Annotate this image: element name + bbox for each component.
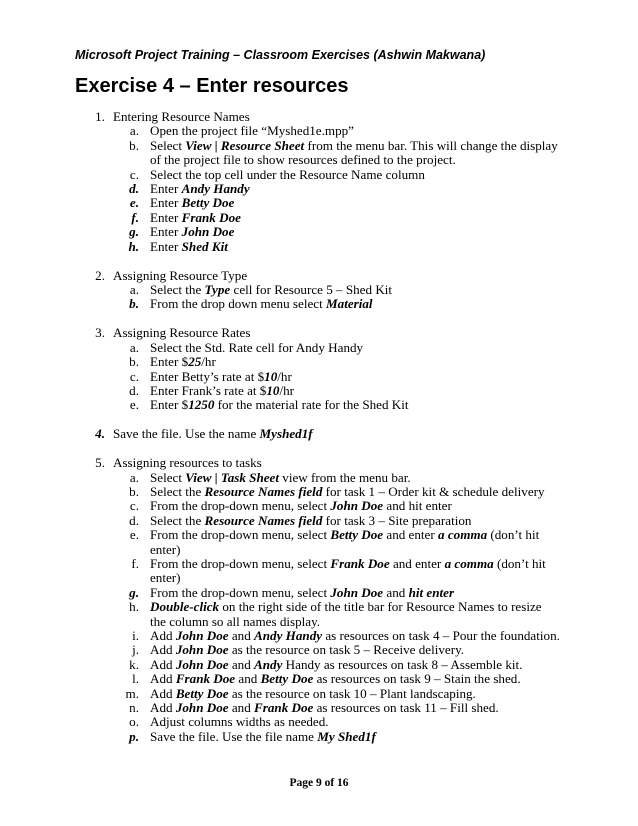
section-heading bbox=[0, 110, 638, 124]
list-letter: h. bbox=[128, 238, 139, 254]
text-run: Adjust columns widths as needed. bbox=[150, 714, 329, 730]
list-item bbox=[0, 514, 560, 528]
text-run: Handy as resources on task 8 – Assemble kit. bbox=[282, 656, 523, 672]
text-run: Double-click bbox=[150, 599, 220, 615]
text-run: Frank Doe bbox=[254, 700, 314, 716]
section-heading-text: Assigning Resource Rates bbox=[113, 325, 251, 341]
section-5 bbox=[0, 456, 638, 744]
text-run: Myshed1f bbox=[259, 426, 313, 442]
list-letter: m. bbox=[125, 685, 139, 701]
list-letter: c. bbox=[129, 498, 139, 514]
list-letter: h. bbox=[129, 599, 139, 615]
list-letter: b. bbox=[129, 296, 139, 312]
text-run: Enter $ bbox=[150, 397, 189, 413]
section-heading bbox=[0, 427, 638, 441]
list-number: 1. bbox=[95, 109, 105, 124]
text-run: John Doe bbox=[330, 584, 384, 600]
list-item bbox=[0, 225, 560, 239]
list-letter: a. bbox=[129, 469, 139, 485]
text-run: cell for Resource 5 – Shed Kit bbox=[230, 281, 393, 297]
section-heading bbox=[0, 456, 638, 470]
text-run: Frank Doe bbox=[175, 671, 236, 687]
list-item bbox=[0, 600, 560, 629]
section-heading-text: Entering Resource Names bbox=[113, 109, 250, 124]
text-run: as resources on task 11 – Fill shed. bbox=[313, 700, 499, 716]
text-run: on the right side of the title bar for Resource Names to resize the column so all names display. bbox=[150, 599, 542, 629]
document-header: Microsoft Project Training – Classroom Exercises (Ashwin Makwana) bbox=[75, 48, 486, 62]
text-run: Select the Std. Rate cell for Andy Handy bbox=[150, 339, 364, 355]
text-run: view from the menu bar. bbox=[279, 469, 411, 485]
text-run: Enter $ bbox=[150, 354, 189, 370]
list-letter: g. bbox=[129, 224, 139, 240]
list-item bbox=[0, 124, 560, 138]
text-run: Add bbox=[150, 628, 176, 643]
text-run: Add bbox=[150, 700, 176, 716]
list-letter: a. bbox=[129, 339, 139, 355]
list-item bbox=[0, 384, 560, 398]
list-item bbox=[0, 341, 560, 355]
list-letter: b. bbox=[129, 354, 139, 370]
exercise-content bbox=[0, 110, 638, 759]
text-run: Enter bbox=[150, 209, 182, 225]
list-item bbox=[0, 211, 560, 225]
exercise-title: Exercise 4 – Enter resources bbox=[75, 75, 349, 97]
text-run: John Doe bbox=[175, 700, 229, 716]
list-letter: e. bbox=[129, 195, 139, 211]
text-run: John Doe bbox=[175, 656, 229, 672]
list-item bbox=[0, 557, 560, 586]
list-letter: l. bbox=[132, 671, 139, 687]
text-run: From the drop-down menu, select bbox=[150, 584, 331, 600]
list-item bbox=[0, 471, 560, 485]
list-letter: e. bbox=[129, 397, 139, 413]
text-run: /hr bbox=[277, 368, 292, 384]
list-letter: n. bbox=[129, 700, 139, 716]
list-letter: p. bbox=[129, 728, 139, 744]
text-run: Open the project file “Myshed1e.mpp” bbox=[150, 123, 354, 139]
text-run: Select bbox=[150, 469, 186, 485]
list-letter: g. bbox=[129, 584, 139, 600]
list-number: 2. bbox=[95, 267, 105, 283]
list-item bbox=[0, 196, 560, 210]
text-run: Enter Betty’s rate at $ bbox=[150, 368, 265, 384]
text-run: and bbox=[228, 628, 255, 643]
text-run: for the material rate for the Shed Kit bbox=[214, 397, 409, 413]
section-heading-text: Assigning Resource Type bbox=[113, 267, 248, 283]
text-run: Betty Doe bbox=[260, 671, 314, 687]
text-run: Enter bbox=[150, 224, 182, 240]
list-letter: j. bbox=[132, 642, 139, 658]
list-letter: d. bbox=[129, 181, 139, 197]
text-run: Resource Names field bbox=[204, 512, 323, 528]
list-letter: b. bbox=[129, 483, 139, 499]
list-item bbox=[0, 370, 560, 384]
section-1 bbox=[0, 110, 638, 254]
text-run: John Doe bbox=[175, 642, 229, 658]
list-item bbox=[0, 643, 560, 657]
text-run: for task 1 – Order kit & schedule delivery bbox=[322, 483, 545, 499]
text-run: Betty Doe bbox=[181, 195, 235, 211]
text-run: John Doe bbox=[181, 224, 235, 240]
text-run: Select the bbox=[150, 512, 205, 528]
text-run: Andy bbox=[254, 656, 283, 672]
list-number: 3. bbox=[95, 325, 105, 341]
text-run: 1250 bbox=[188, 397, 215, 413]
list-item bbox=[0, 528, 560, 557]
list-item bbox=[0, 730, 560, 744]
text-run: and enter bbox=[389, 555, 445, 571]
text-run: My Shed1f bbox=[317, 728, 376, 744]
text-run: John Doe bbox=[330, 498, 384, 514]
text-run: View | Task Sheet bbox=[185, 469, 279, 485]
text-run: 25 bbox=[188, 354, 202, 370]
text-run: /hr bbox=[279, 382, 294, 398]
text-run: Add bbox=[150, 642, 176, 658]
list-item bbox=[0, 283, 560, 297]
text-run: Enter Frank’s rate at $ bbox=[150, 382, 267, 398]
text-run: as resources on task 9 – Stain the shed. bbox=[313, 671, 521, 687]
list-item bbox=[0, 297, 560, 311]
text-run: Save the file. Use the name bbox=[113, 426, 260, 442]
list-letter: e. bbox=[129, 527, 139, 543]
list-item bbox=[0, 701, 560, 715]
list-letter: k. bbox=[129, 656, 139, 672]
text-run: Select the top cell under the Resource Name column bbox=[150, 166, 425, 182]
text-run: as resources on task 4 – Pour the foundation. bbox=[322, 628, 560, 643]
text-run: Add bbox=[150, 656, 176, 672]
text-run: Frank Doe bbox=[181, 209, 241, 225]
section-2 bbox=[0, 269, 638, 312]
list-item bbox=[0, 629, 560, 643]
section-heading bbox=[0, 326, 638, 340]
text-run: and bbox=[235, 671, 261, 687]
text-run: a comma bbox=[444, 555, 494, 571]
list-item bbox=[0, 715, 560, 729]
text-run: Select bbox=[150, 137, 186, 153]
text-run: Resource Names field bbox=[204, 483, 323, 499]
text-run: /hr bbox=[201, 354, 216, 370]
text-run: Select the bbox=[150, 281, 205, 297]
list-number: 4. bbox=[95, 426, 105, 442]
list-letter: c. bbox=[129, 368, 139, 384]
text-run: for task 3 – Site preparation bbox=[322, 512, 472, 528]
text-run: From the drop-down menu, select bbox=[150, 498, 331, 514]
list-item bbox=[0, 182, 560, 196]
text-run: From the drop-down menu, select bbox=[150, 555, 331, 571]
list-item bbox=[0, 398, 560, 412]
list-item bbox=[0, 586, 560, 600]
text-run: and bbox=[228, 656, 255, 672]
text-run: Shed Kit bbox=[181, 238, 228, 254]
list-item bbox=[0, 658, 560, 672]
text-run: (don’t hit enter) bbox=[150, 555, 546, 586]
list-item bbox=[0, 355, 560, 369]
text-run: as the resource on task 5 – Receive delivery. bbox=[228, 642, 465, 658]
list-item bbox=[0, 672, 560, 686]
text-run: Betty Doe bbox=[175, 685, 229, 701]
list-letter: o. bbox=[129, 714, 139, 730]
text-run: as the resource on task 10 – Plant landscaping. bbox=[228, 685, 476, 701]
text-run: 10 bbox=[266, 382, 280, 398]
list-item bbox=[0, 485, 560, 499]
list-letter: i. bbox=[132, 628, 139, 643]
section-4 bbox=[0, 427, 638, 441]
text-run: From the drop down menu select bbox=[150, 296, 327, 312]
text-run: and bbox=[383, 584, 409, 600]
text-run: Enter bbox=[150, 181, 182, 197]
section-heading bbox=[0, 269, 638, 283]
text-run: Betty Doe bbox=[330, 527, 384, 543]
section-heading-text: Assigning resources to tasks bbox=[113, 455, 262, 471]
page-footer: Page 9 of 16 bbox=[289, 777, 349, 789]
list-letter: d. bbox=[129, 512, 139, 528]
text-run: and bbox=[228, 700, 255, 716]
list-letter: a. bbox=[129, 123, 139, 139]
text-run: Add bbox=[150, 685, 176, 701]
list-item bbox=[0, 687, 560, 701]
list-letter: a. bbox=[129, 281, 139, 297]
list-letter: b. bbox=[129, 137, 139, 153]
text-run: Andy Handy bbox=[254, 628, 323, 643]
text-run: Andy Handy bbox=[181, 181, 250, 197]
text-run: (don’t hit enter) bbox=[150, 527, 540, 557]
text-run: a comma bbox=[438, 527, 488, 543]
list-item bbox=[0, 139, 560, 168]
text-run: 10 bbox=[264, 368, 278, 384]
text-run: Save the file. Use the file name bbox=[150, 728, 318, 744]
text-run: Material bbox=[326, 296, 373, 312]
list-item bbox=[0, 168, 560, 182]
text-run: hit enter bbox=[408, 584, 455, 600]
text-run: Type bbox=[204, 281, 231, 297]
list-letter: d. bbox=[129, 382, 139, 398]
list-item bbox=[0, 499, 560, 513]
text-run: Enter bbox=[150, 238, 182, 254]
text-run: John Doe bbox=[175, 628, 229, 643]
list-letter: f. bbox=[131, 555, 139, 571]
text-run: and hit enter bbox=[383, 498, 452, 514]
text-run: Add bbox=[150, 671, 176, 687]
text-run: from the menu bar. This will change the display of the project file to show resources defined to the project. bbox=[150, 137, 558, 168]
text-run: Select the bbox=[150, 483, 205, 499]
text-run: and enter bbox=[383, 527, 439, 543]
list-letter: f. bbox=[131, 209, 139, 225]
text-run: Frank Doe bbox=[330, 555, 390, 571]
text-run: View | Resource Sheet bbox=[185, 137, 305, 153]
section-3 bbox=[0, 326, 638, 412]
list-item bbox=[0, 240, 560, 254]
list-number: 5. bbox=[95, 455, 105, 471]
text-run: Enter bbox=[150, 195, 182, 211]
list-letter: c. bbox=[129, 166, 139, 182]
text-run: From the drop-down menu, select bbox=[150, 527, 331, 543]
